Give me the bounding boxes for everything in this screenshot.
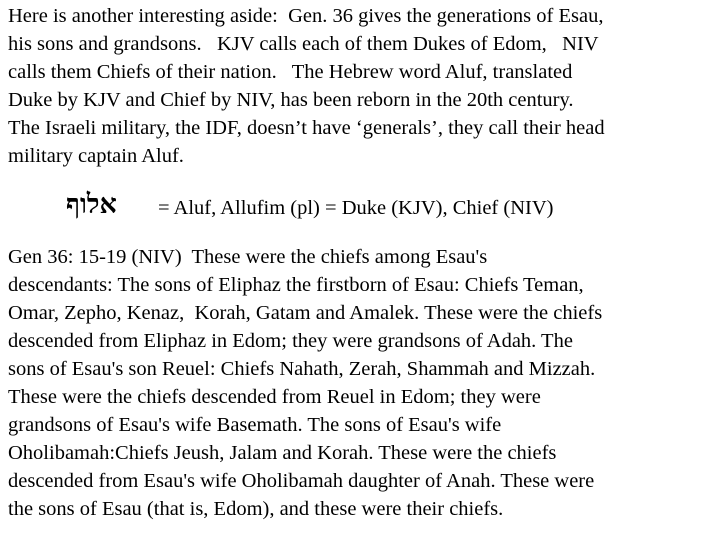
text-line: grandsons of Esau's wife Basemath. The sons of Esau's wife (8, 414, 502, 436)
text-line: Duke by KJV and Chief by NIV, has been reborn in the 20th century. (8, 89, 574, 111)
text-line: descended from Eliphaz in Edom; they were grandsons of Adah. The (8, 330, 573, 352)
text-line: Omar, Zepho, Kenaz, Korah, Gatam and Amalek. These were the chiefs (8, 302, 603, 324)
text-line: Oholibamah:Chiefs Jeush, Jalam and Korah. These were the chiefs (8, 442, 557, 464)
text-line: military captain Aluf. (8, 145, 184, 167)
text-line: These were the chiefs descended from Reuel in Edom; they were (8, 386, 541, 408)
text-line: Gen 36: 15-19 (NIV) These were the chiefs among Esau's (8, 246, 488, 268)
text-line: The Israeli military, the IDF, doesn’t have ‘generals’, they call their head (8, 117, 605, 139)
definition-line: = Aluf, Allufim (pl) = Duke (KJV), Chief (NIV) (158, 197, 554, 219)
text-line: descended from Esau's wife Oholibamah daughter of Anah. These were (8, 470, 595, 492)
text-line: the sons of Esau (that is, Edom), and these were their chiefs. (8, 498, 504, 520)
text-line: Here is another interesting aside: Gen. 36 gives the generations of Esau, (8, 5, 604, 27)
text-line: sons of Esau's son Reuel: Chiefs Nahath, Zerah, Shammah and Mizzah. (8, 358, 596, 380)
hebrew-word: אלוף (66, 189, 117, 220)
text-line: calls them Chiefs of their nation. The Hebrew word Aluf, translated (8, 61, 573, 83)
text-line: descendants: The sons of Eliphaz the firstborn of Esau: Chiefs Teman, (8, 274, 584, 296)
text-line: his sons and grandsons. KJV calls each of them Dukes of Edom, NIV (8, 33, 599, 55)
